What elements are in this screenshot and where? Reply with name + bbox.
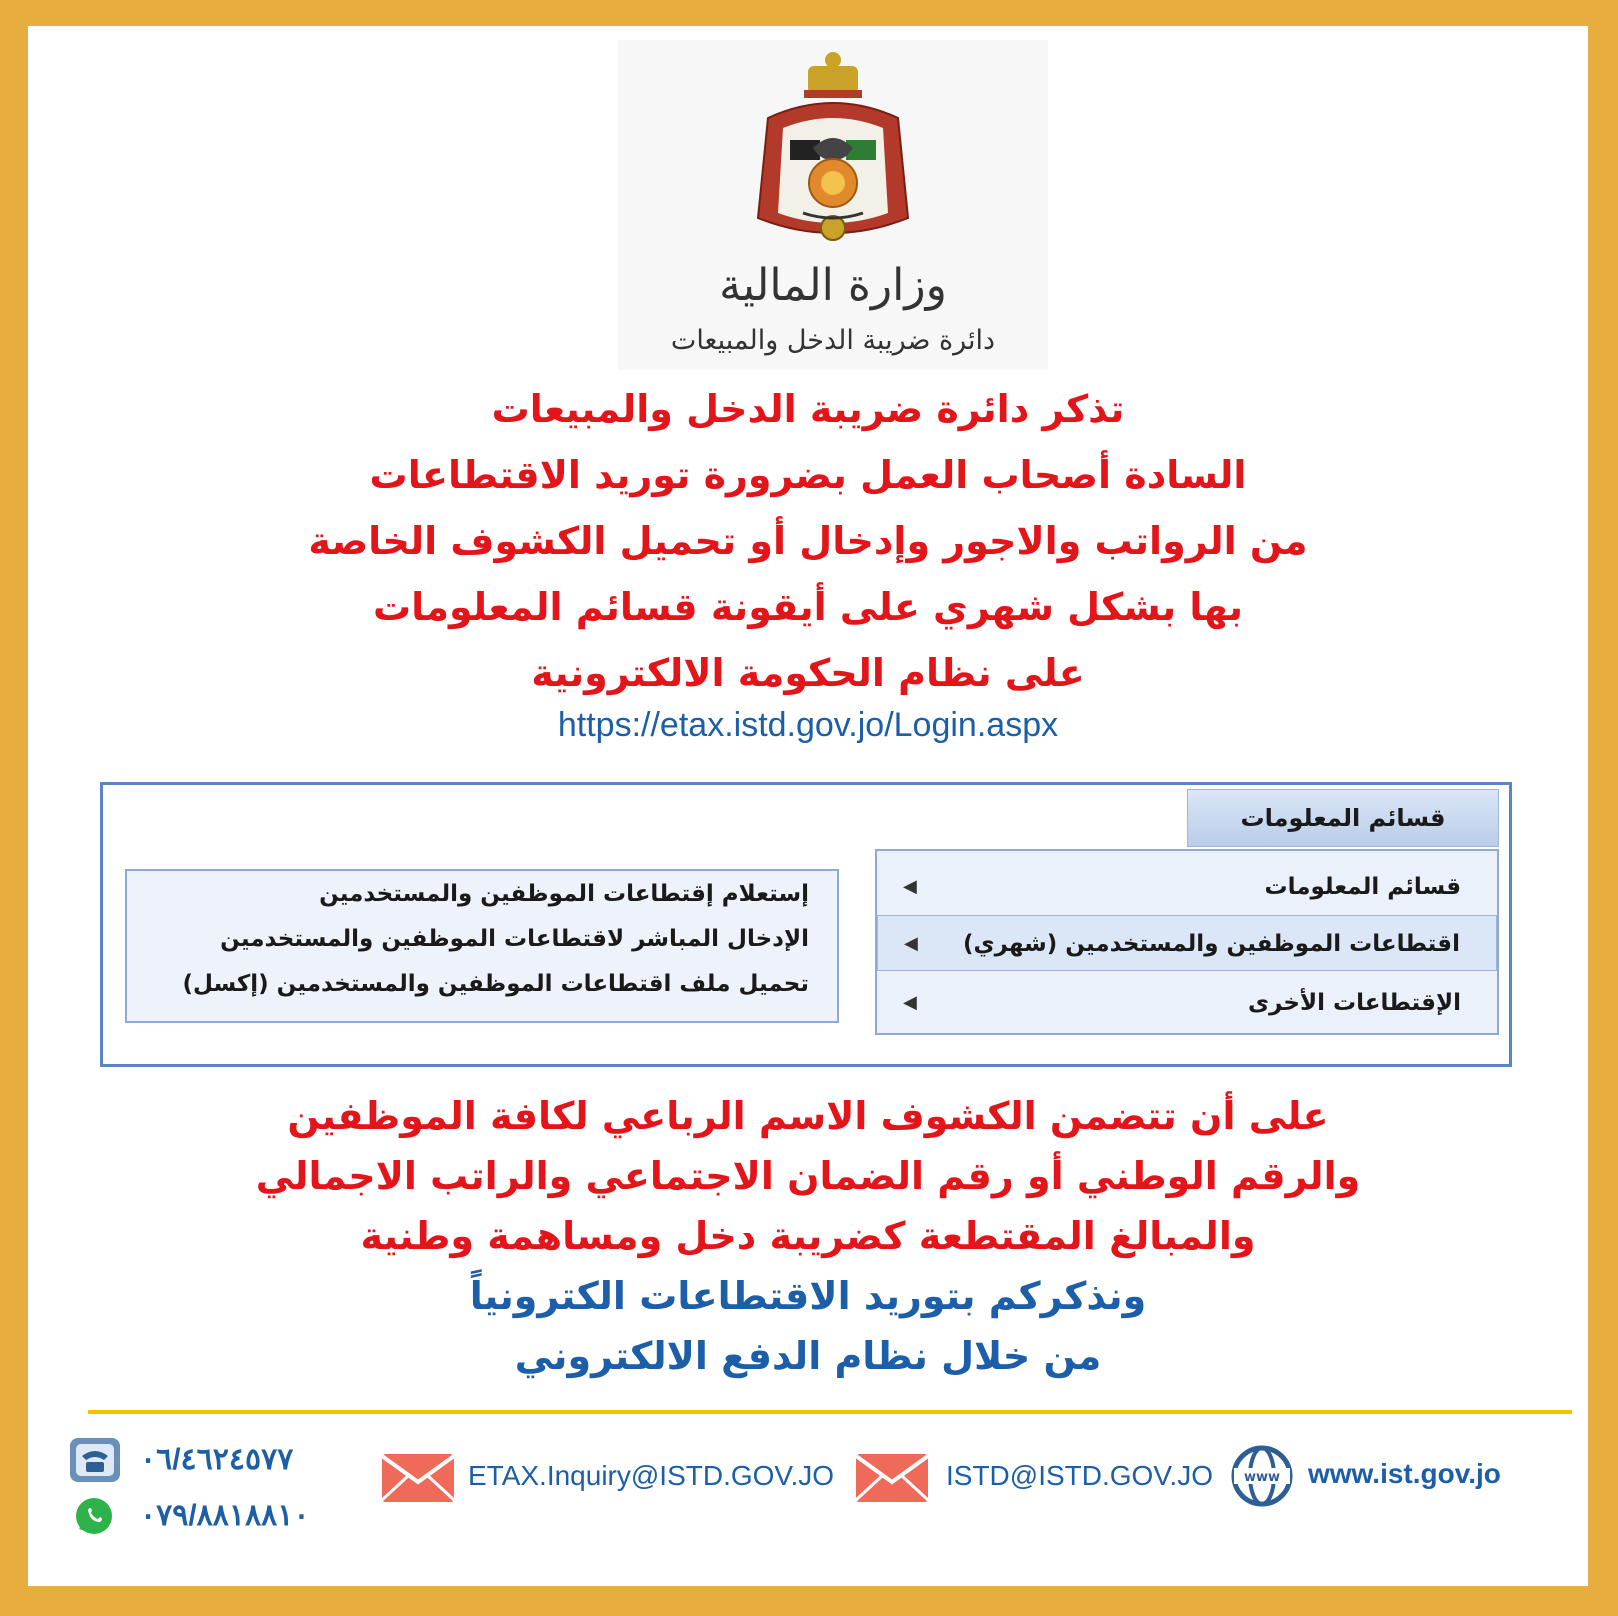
- info-vouchers-tab[interactable]: قسائم المعلومات: [1187, 789, 1499, 847]
- closing-line: والرقم الوطني أو رقم الضمان الاجتماعي والراتب الاجمالي: [255, 1154, 1361, 1198]
- intro-line: على نظام الحكومة الالكترونية: [531, 651, 1085, 695]
- menu-item-label: اقتطاعات الموظفين والمستخدمين (شهري): [963, 931, 1460, 957]
- intro-line: من الرواتب والاجور وإدخال أو تحميل الكشوف الخاصة: [308, 519, 1308, 563]
- closing-text: [28, 1086, 1588, 1386]
- menu-item-info-vouchers[interactable]: [877, 859, 1497, 915]
- menu-item-other-deductions[interactable]: [877, 975, 1497, 1031]
- chevron-left-icon: ◀: [903, 992, 917, 1013]
- info-vouchers-menu: [875, 849, 1499, 1035]
- closing-line: ونذكركم بتوريد الاقتطاعات الكترونياً: [469, 1274, 1147, 1318]
- department-name: دائرة ضريبة الدخل والمبيعات: [670, 325, 996, 356]
- logo-area: [618, 40, 1048, 370]
- menu-item-label: قسائم المعلومات: [1264, 874, 1461, 900]
- submenu-item-direct-entry[interactable]: الإدخال المباشر لاقتطاعات الموظفين والمستخدمين: [220, 926, 809, 952]
- main-email[interactable]: ISTD@ISTD.GOV.JO: [946, 1460, 1213, 1491]
- whatsapp-number[interactable]: ٠٧٩/٨٨١٨٨١٠: [140, 1499, 310, 1532]
- poster-frame: [28, 26, 1588, 1586]
- submenu-item-excel-upload[interactable]: تحميل ملف اقتطاعات الموظفين والمستخدمين (إكسل): [182, 971, 809, 997]
- etax-login-link[interactable]: https://etax.istd.gov.jo/Login.aspx: [557, 706, 1059, 744]
- closing-line: من خلال نظام الدفع الالكتروني: [514, 1334, 1102, 1378]
- inquiry-email[interactable]: ETAX.Inquiry@ISTD.GOV.JO: [468, 1460, 835, 1491]
- phone-number[interactable]: ٠٦/٤٦٢٤٥٧٧: [140, 1443, 294, 1476]
- intro-text: [28, 376, 1588, 706]
- menu-screenshot-panel: [100, 782, 1512, 1067]
- chevron-left-icon: ◀: [904, 933, 918, 954]
- closing-line: والمبالغ المقتطعة كضريبة دخل ومساهمة وطنية: [360, 1214, 1256, 1258]
- intro-line: بها بشكل شهري على أيقونة قسائم المعلومات: [373, 585, 1243, 629]
- submenu-item-inquiry[interactable]: إستعلام إقتطاعات الموظفين والمستخدمين: [319, 881, 809, 907]
- email-icon: [380, 1452, 456, 1504]
- globe-www-icon: [1230, 1444, 1294, 1508]
- email-icon: [854, 1452, 930, 1504]
- employee-deductions-submenu: [125, 869, 839, 1023]
- svg-text:www: www: [1243, 1470, 1281, 1485]
- coat-of-arms-emblem: [738, 48, 928, 258]
- telephone-icon: [68, 1436, 122, 1484]
- footer-divider: [88, 1410, 1572, 1414]
- ministry-name: وزارة المالية: [719, 260, 947, 311]
- chevron-left-icon: ◀: [903, 876, 917, 897]
- website-link[interactable]: www.ist.gov.jo: [1308, 1458, 1501, 1489]
- menu-item-label: الإقتطاعات الأخرى: [1248, 990, 1461, 1016]
- closing-line: على أن تتضمن الكشوف الاسم الرباعي لكافة الموظفين: [287, 1094, 1329, 1138]
- intro-line: السادة أصحاب العمل بضرورة توريد الاقتطاعات: [369, 453, 1247, 497]
- menu-item-employee-deductions-monthly[interactable]: [877, 915, 1497, 971]
- intro-line: تذكر دائرة ضريبة الدخل والمبيعات: [491, 387, 1125, 431]
- whatsapp-icon: [74, 1496, 114, 1536]
